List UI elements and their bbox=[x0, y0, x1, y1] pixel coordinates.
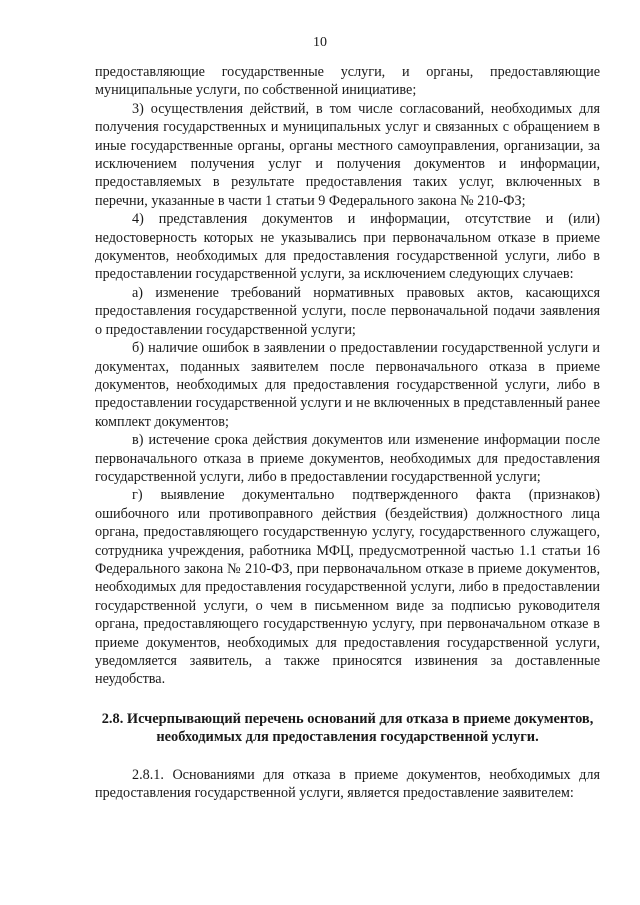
paragraph-subitem-b: б) наличие ошибок в заявлении о предоставлении государственной услуги и документах, поданных заявителем после первоначального отказа в приеме документов, необходимых для предоставления государственной услуги, либо в предоставлении государственной услуги и не включенных в представленный ранее комплект документов; bbox=[95, 340, 600, 430]
paragraph-item-4: 4) представления документов и информации, отсутствие и (или) недостоверность которых не указывались при первоначальном отказе в приеме документов, необходимых для предоставления государственной услуги, либо в предоставлении государственной услуги, за исключением следующих случаев: bbox=[95, 211, 600, 283]
page-number: 10 bbox=[313, 35, 327, 50]
section-heading-2-8: 2.8. Исчерпывающий перечень оснований для отказа в приеме документов, необходимых для предоставления государственной услуги. bbox=[101, 710, 594, 746]
paragraph-subitem-a: а) изменение требований нормативных правовых актов, касающихся предоставления государственной услуги, после первоначальной подачи заявления о предоставлении государственной услуги; bbox=[95, 284, 600, 338]
paragraph-item-3: 3) осуществления действий, в том числе согласований, необходимых для получения государственных и муниципальных услуг и связанных с обращением в иные государственные органы, органы местного самоуправления, организации, за исключением получения услуг и получения документов и информации, предоставляемых в результате предоставления таких услуг, включенных в перечни, указанные в части 1 статьи 9 Федерального закона № 210-ФЗ; bbox=[95, 100, 600, 209]
document-body bbox=[95, 63, 600, 802]
paragraph-continuation: предоставляющие государственные услуги, и органы, предоставляющие муниципальные услуги, по собственной инициативе; bbox=[95, 64, 600, 99]
paragraph-subitem-v: в) истечение срока действия документов или изменение информации после первоначального отказа в приеме документов, необходимых для предоставления государственной услуги, либо в предоставлении государственной услуги; bbox=[95, 432, 600, 485]
paragraph-subitem-g: г) выявление документально подтвержденного факта (признаков) ошибочного или противоправного действия (бездействия) должностного лица органа, предоставляющего государственную услугу, государственного служащего, сотрудника учреждения, работника МФЦ, предусмотренной частью 1.1 статьи 16 Федерального закона № 210-ФЗ, при первоначальном отказе в приеме документов, необходимых для предоставления государственной услуги, либо в предоставлении государственной услуги, о чем в письменном виде за подписью руководителя органа, предоставляющего государственную услугу, при первоначальном отказе в приеме документов, необходимых для предоставления государственной услуги, уведомляется заявитель, а также приносятся извинения за доставленные неудобства. bbox=[95, 487, 600, 688]
paragraph-2-8-1: 2.8.1. Основаниями для отказа в приеме документов, необходимых для предоставления государственной услуги, является предоставление заявителем: bbox=[95, 766, 600, 802]
